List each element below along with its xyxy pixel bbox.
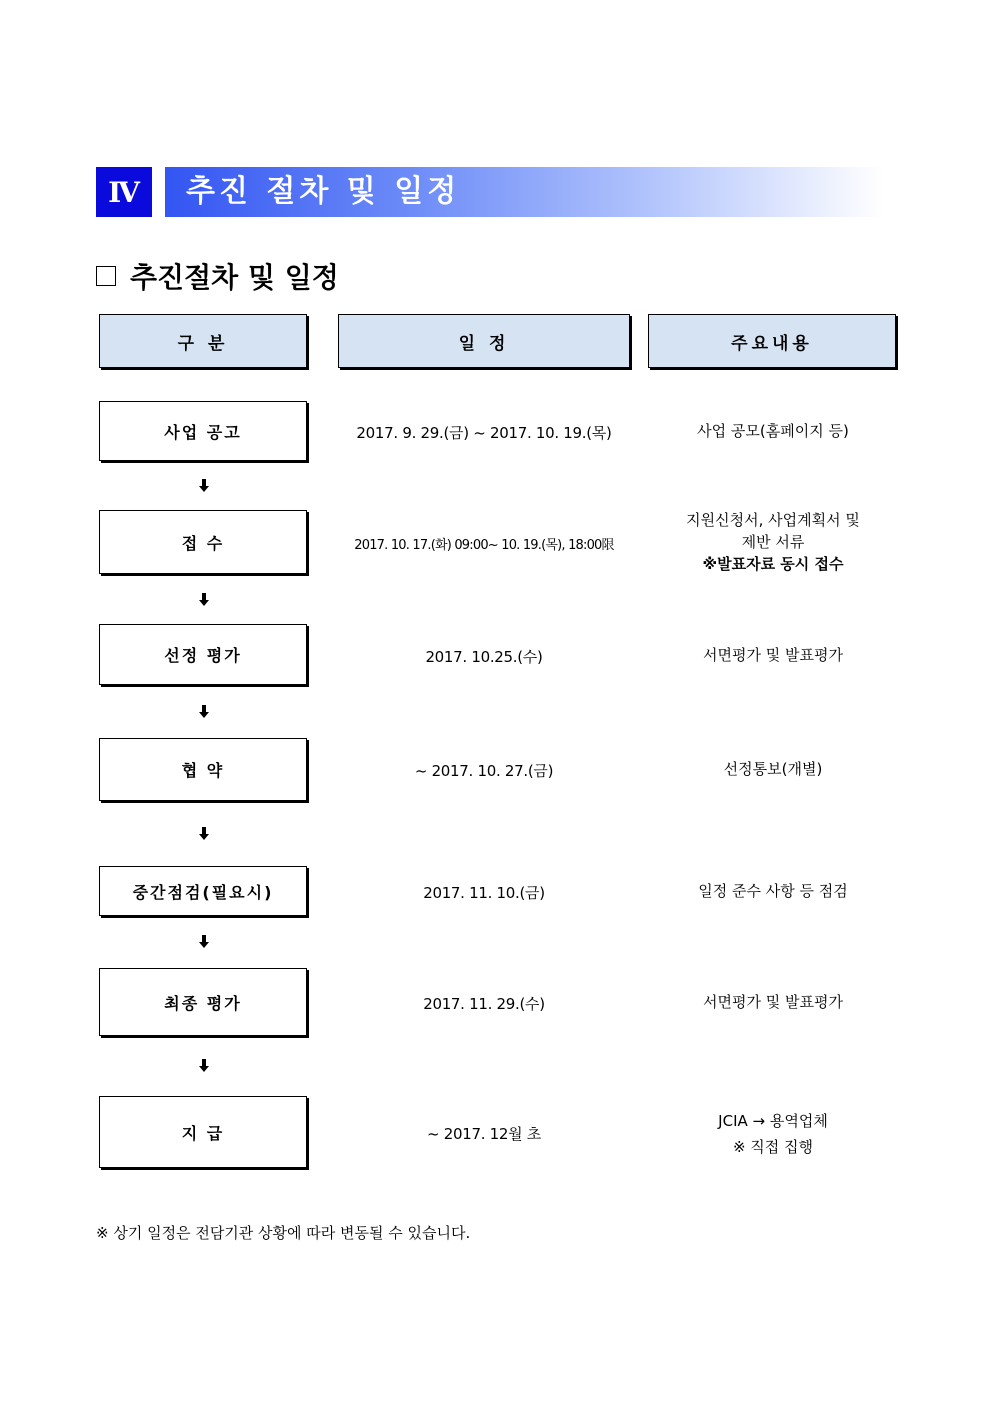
checkbox-icon bbox=[96, 266, 116, 286]
step-box-selection-eval: 선정 평가 bbox=[99, 624, 307, 685]
content-emphasis: ※발표자료 동시 접수 bbox=[702, 555, 844, 573]
step-date-payment: ~ 2017. 12월 초 bbox=[427, 1125, 541, 1143]
step-content-final-eval bbox=[648, 991, 898, 1013]
content-line: 서면평가 및 발표평가 bbox=[703, 646, 843, 664]
step-box-interim-check: 중간점검(필요시) bbox=[99, 866, 307, 916]
step-date-agreement: ~ 2017. 10. 27.(금) bbox=[414, 762, 554, 780]
step-box-agreement: 협 약 bbox=[99, 738, 307, 801]
step-date-interim-check: 2017. 11. 10.(금) bbox=[423, 884, 545, 902]
step-date-announcement: 2017. 9. 29.(금) ~ 2017. 10. 19.(목) bbox=[356, 424, 612, 442]
down-arrow-icon bbox=[197, 705, 211, 719]
content-line: 지원신청서, 사업계획서 및 bbox=[686, 511, 860, 529]
down-arrow-icon bbox=[197, 593, 211, 607]
header-schedule: 일 정 bbox=[338, 314, 630, 368]
step-content-reception bbox=[648, 509, 898, 575]
footnote: ※ 상기 일정은 전담기관 상황에 따라 변동될 수 있습니다. bbox=[96, 1224, 471, 1242]
step-box-final-eval: 최종 평가 bbox=[99, 968, 307, 1036]
step-date-selection-eval: 2017. 10.25.(수) bbox=[425, 648, 543, 666]
step-date-reception: 2017. 10. 17.(화) 09:00~ 10. 19.(목), 18:00限 bbox=[354, 538, 614, 553]
down-arrow-icon bbox=[197, 935, 211, 949]
content-line: 서면평가 및 발표평가 bbox=[703, 993, 843, 1011]
subheading-text: 추진절차 및 일정 bbox=[130, 261, 339, 294]
section-title: 추진 절차 및 일정 bbox=[186, 174, 461, 209]
down-arrow-icon bbox=[197, 1059, 211, 1073]
content-line: 선정통보(개별) bbox=[723, 760, 823, 778]
content-line: 일정 준수 사항 등 점검 bbox=[698, 882, 848, 900]
section-number-badge: Ⅳ bbox=[96, 167, 152, 217]
content-line: 제반 서류 bbox=[741, 533, 805, 551]
subheading bbox=[96, 258, 339, 298]
header-category: 구 분 bbox=[99, 314, 307, 368]
down-arrow-icon bbox=[197, 827, 211, 841]
header-content: 주요내용 bbox=[648, 314, 896, 368]
step-content-agreement bbox=[648, 758, 898, 780]
step-content-announcement bbox=[648, 420, 898, 442]
content-line: JCIA → 용역업체 bbox=[718, 1112, 828, 1130]
down-arrow-icon bbox=[197, 479, 211, 493]
content-line: 사업 공모(홈페이지 등) bbox=[697, 422, 849, 440]
step-box-announcement: 사업 공고 bbox=[99, 401, 307, 461]
content-line: ※ 직접 집행 bbox=[732, 1138, 814, 1156]
step-content-payment bbox=[648, 1108, 898, 1160]
step-content-selection-eval bbox=[648, 644, 898, 666]
step-box-reception: 접 수 bbox=[99, 510, 307, 574]
step-box-payment: 지 급 bbox=[99, 1096, 307, 1168]
step-date-final-eval: 2017. 11. 29.(수) bbox=[423, 995, 545, 1013]
step-content-interim-check bbox=[648, 880, 898, 902]
